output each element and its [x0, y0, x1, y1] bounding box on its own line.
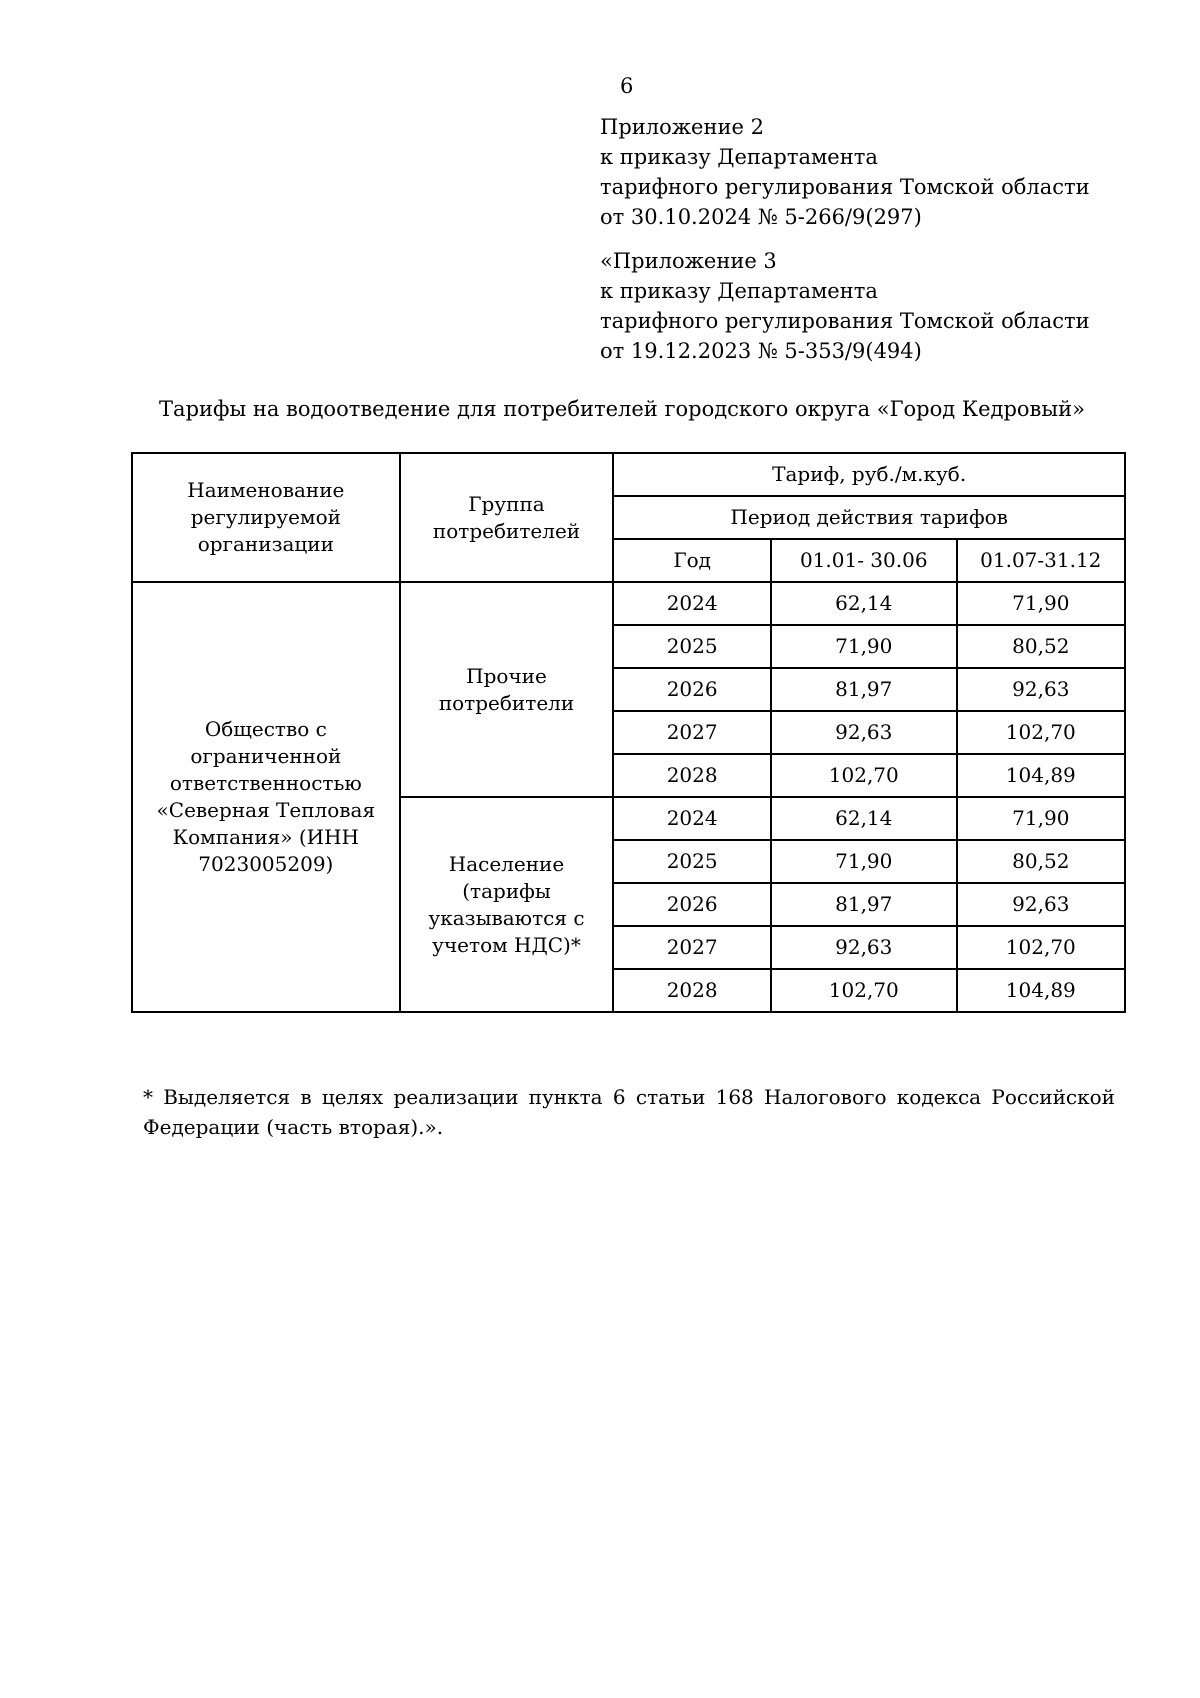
- tariff-cell-h2: 71,90: [957, 797, 1125, 840]
- tariff-cell-h1: 62,14: [771, 797, 957, 840]
- year-cell: 2025: [613, 840, 771, 883]
- footnote: * Выделяется в целях реализации пункта 6 статьи 168 Налогового кодекса Российской Федерации (часть вторая).».: [143, 1085, 1115, 1139]
- year-cell: 2027: [613, 711, 771, 754]
- header-period: Период действия тарифов: [613, 496, 1125, 539]
- header-half2: 01.07-31.12: [957, 539, 1125, 582]
- tariff-cell-h1: 71,90: [771, 840, 957, 883]
- tariff-cell-h2: 92,63: [957, 883, 1125, 926]
- year-cell: 2027: [613, 926, 771, 969]
- document-title: Тарифы на водоотведение для потребителей городского округа «Город Кедровый»: [159, 397, 1085, 421]
- year-cell: 2026: [613, 883, 771, 926]
- appendix-line: тарифного регулирования Томской области: [600, 175, 1090, 199]
- appendix-line: от 30.10.2024 № 5-266/9(297): [600, 205, 922, 229]
- appendix-header-current: [600, 112, 1160, 232]
- header-organization: Наименование регулируемой организации: [132, 453, 400, 582]
- tariff-cell-h2: 80,52: [957, 840, 1125, 883]
- appendix-line: тарифного регулирования Томской области: [600, 309, 1090, 333]
- header-tariff: Тариф, руб./м.куб.: [613, 453, 1125, 496]
- tariff-cell-h2: 102,70: [957, 711, 1125, 754]
- tariff-cell-h2: 102,70: [957, 926, 1125, 969]
- tariff-table: [131, 452, 1126, 1013]
- page-number: 6: [620, 74, 634, 98]
- appendix-header-previous: [600, 246, 1160, 366]
- year-cell: 2026: [613, 668, 771, 711]
- year-cell: 2028: [613, 754, 771, 797]
- tariff-cell-h2: 71,90: [957, 582, 1125, 625]
- organization-cell: Общество с ограниченной ответственностью «Северная Тепловая Компания» (ИНН 7023005209): [132, 582, 400, 1012]
- tariff-cell-h2: 92,63: [957, 668, 1125, 711]
- tariff-cell-h2: 80,52: [957, 625, 1125, 668]
- year-cell: 2024: [613, 797, 771, 840]
- group-cell-population: Население (тарифы указываются с учетом НДС)*: [400, 797, 614, 1012]
- tariff-cell-h1: 92,63: [771, 926, 957, 969]
- tariff-cell-h1: 92,63: [771, 711, 957, 754]
- tariff-cell-h1: 81,97: [771, 668, 957, 711]
- tariff-cell-h2: 104,89: [957, 969, 1125, 1012]
- group-cell-other: Прочие потребители: [400, 582, 614, 797]
- year-cell: 2028: [613, 969, 771, 1012]
- tariff-cell-h2: 104,89: [957, 754, 1125, 797]
- tariff-cell-h1: 102,70: [771, 969, 957, 1012]
- table-header-row: [132, 453, 1125, 496]
- header-group: Группа потребителей: [400, 453, 614, 582]
- header-half1: 01.01- 30.06: [771, 539, 957, 582]
- appendix-line: к приказу Департамента: [600, 279, 878, 303]
- appendix-line: Приложение 2: [600, 115, 764, 139]
- appendix-line: «Приложение 3: [600, 249, 777, 273]
- appendix-line: к приказу Департамента: [600, 145, 878, 169]
- tariff-cell-h1: 62,14: [771, 582, 957, 625]
- table-row: [132, 582, 1125, 625]
- tariff-cell-h1: 81,97: [771, 883, 957, 926]
- tariff-cell-h1: 102,70: [771, 754, 957, 797]
- year-cell: 2024: [613, 582, 771, 625]
- header-year: Год: [613, 539, 771, 582]
- tariff-cell-h1: 71,90: [771, 625, 957, 668]
- appendix-line: от 19.12.2023 № 5-353/9(494): [600, 339, 922, 363]
- year-cell: 2025: [613, 625, 771, 668]
